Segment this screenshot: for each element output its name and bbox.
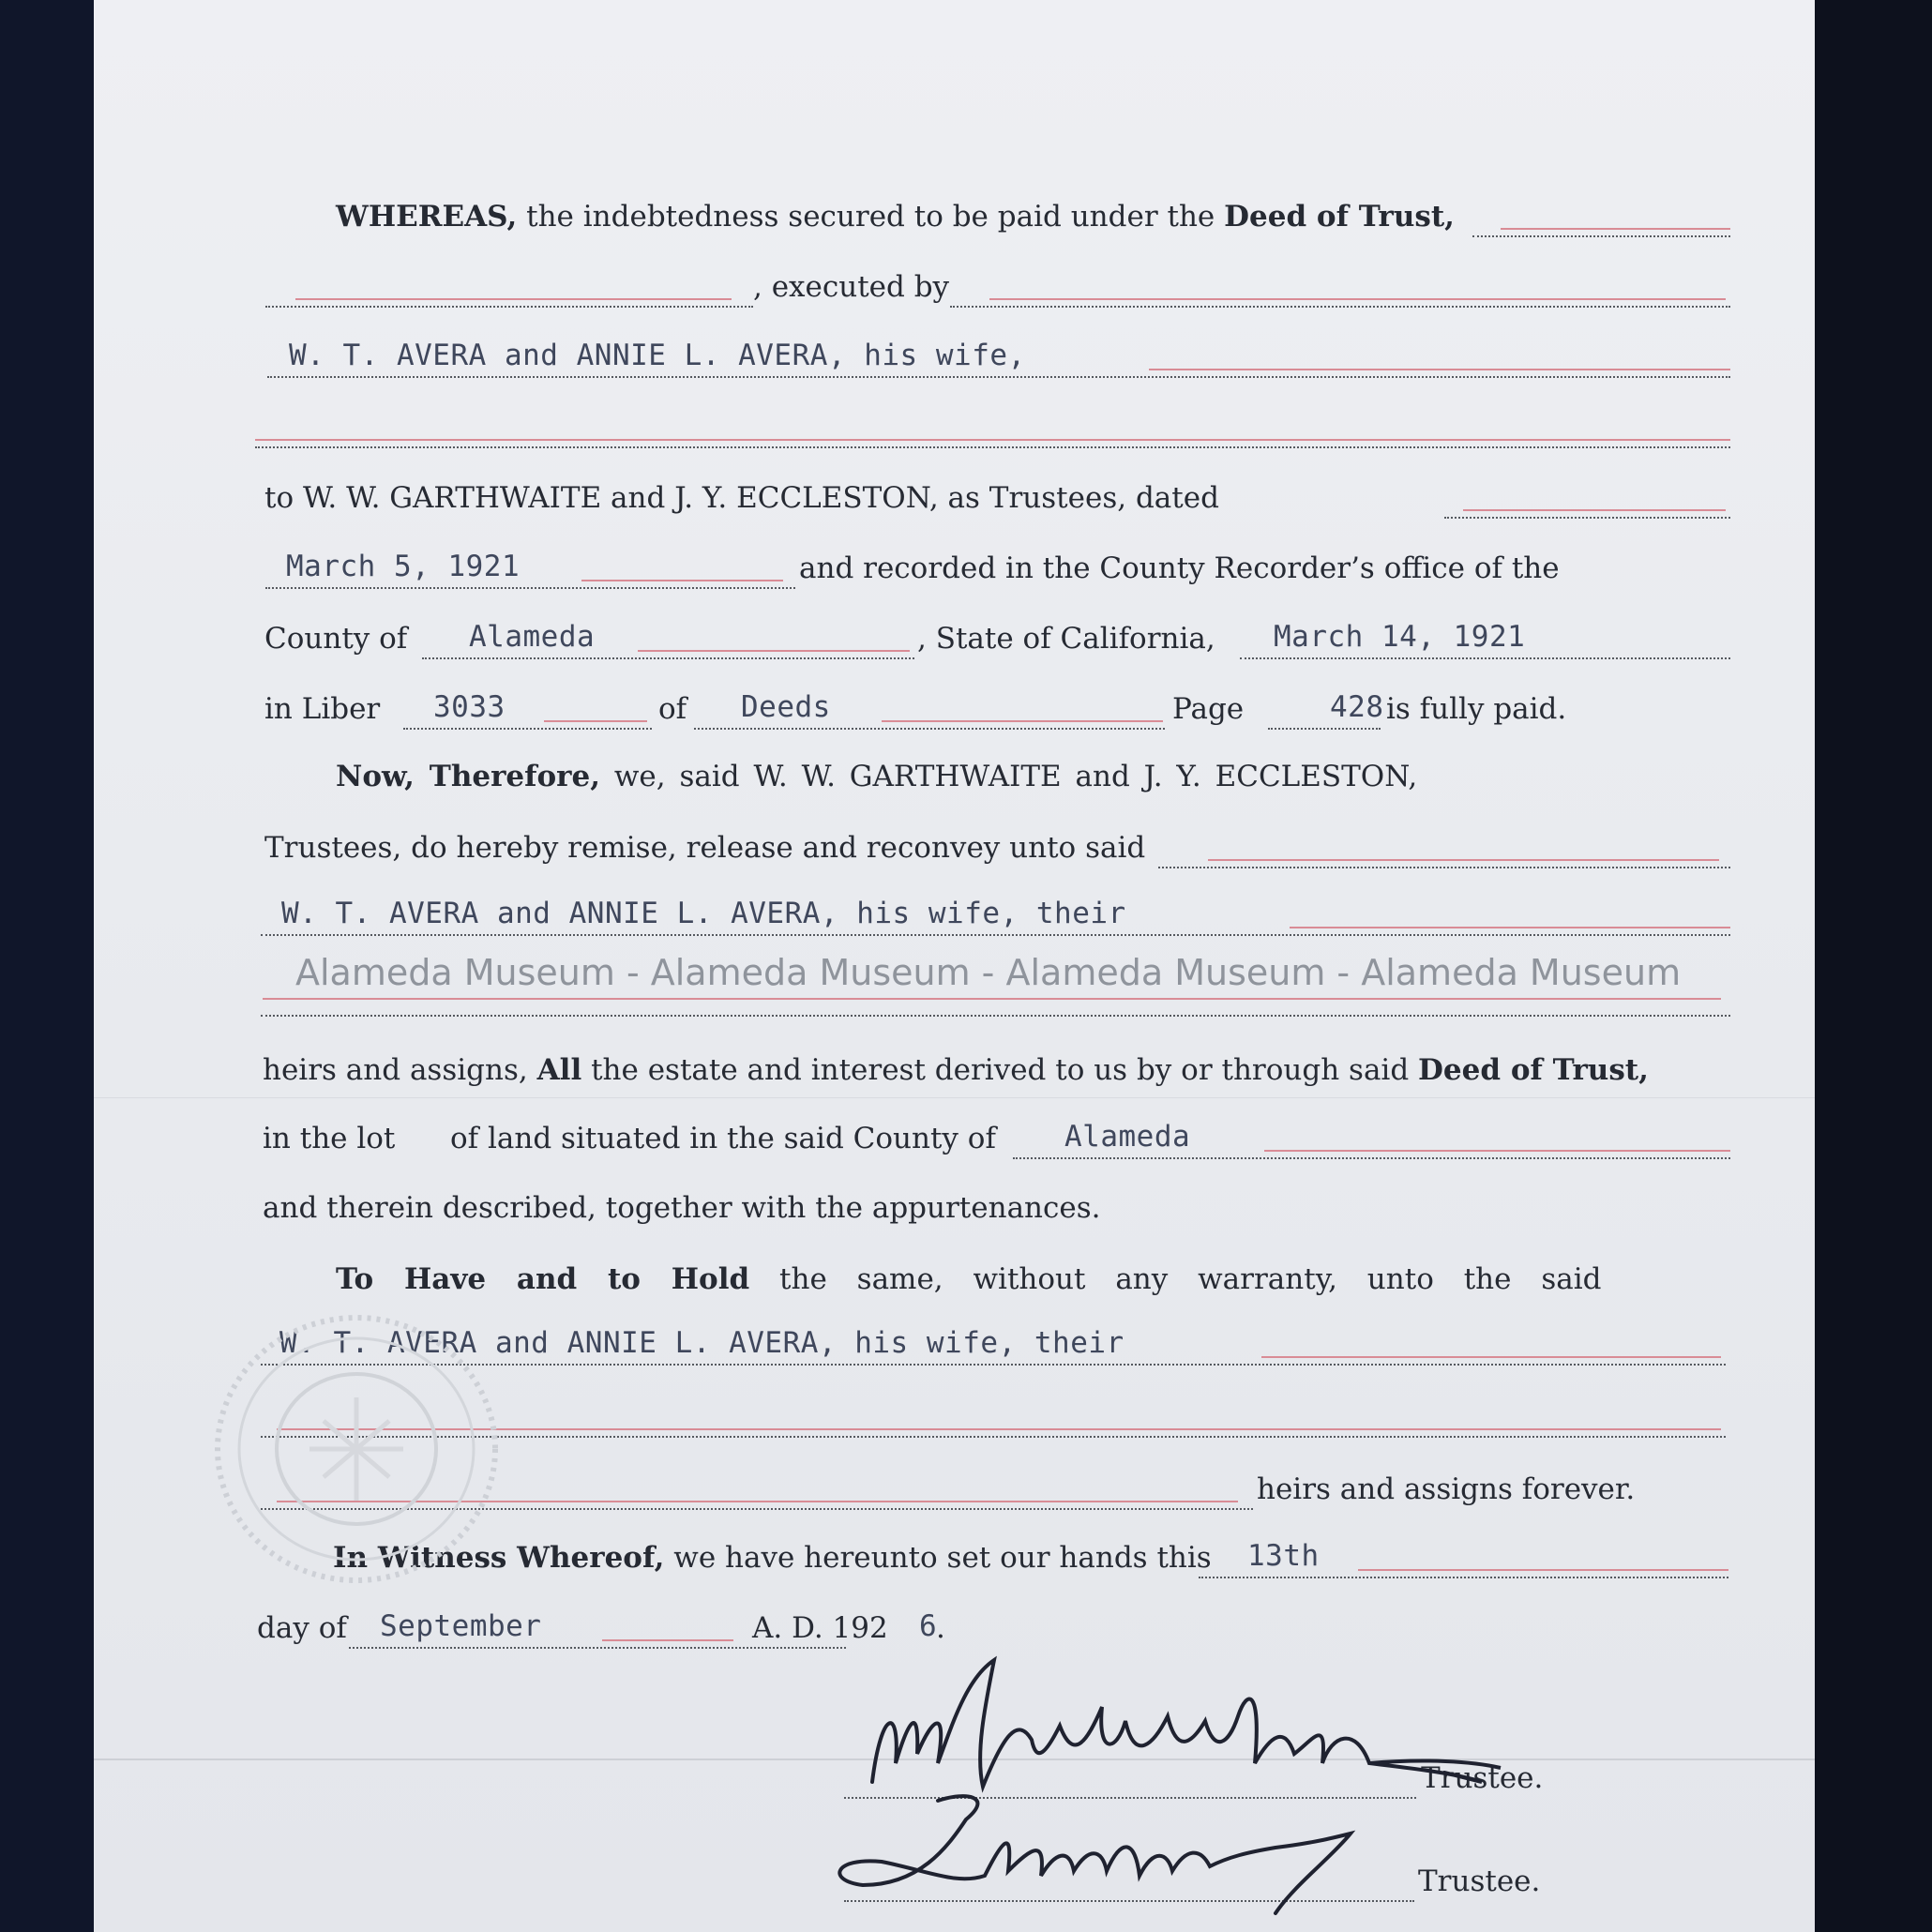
described-text: and therein described, together with the appurtenances. [263, 1191, 1101, 1225]
of-label: of [658, 692, 687, 726]
blank-lot-county [1013, 1157, 1730, 1159]
reconvey-line [94, 833, 1815, 870]
year-digit: 6 [919, 1609, 938, 1643]
red-rule [602, 1639, 733, 1641]
day-of-label: day of [257, 1611, 347, 1645]
heirs-forever-text: heirs and assigns forever. [1257, 1472, 1636, 1506]
heirs-line [94, 1055, 1815, 1093]
day-value: 13th [1247, 1539, 1320, 1573]
trustees-line [94, 483, 1815, 521]
lot-county-value: Alameda [1064, 1120, 1191, 1154]
blank-line-2 [94, 975, 1815, 1013]
to-have-line [94, 1264, 1815, 1302]
county-value: Alameda [469, 620, 596, 654]
blank-grantors [267, 376, 1730, 378]
red-rule [1290, 927, 1730, 928]
garthwaite-signature [844, 1651, 1519, 1801]
blank-reconvey [1158, 867, 1730, 868]
month-value: September [380, 1609, 542, 1643]
blank-field [255, 446, 1730, 448]
red-rule [1463, 509, 1726, 511]
book-value: Deeds [741, 690, 831, 724]
red-rule [1358, 1569, 1728, 1571]
grantees-typed: W. T. AVERA and ANNIE L. AVERA, his wife, their [281, 897, 1126, 930]
grantors-line [94, 339, 1815, 380]
now-therefore-line [94, 762, 1815, 799]
whereas-line [94, 202, 1815, 239]
red-rule [263, 998, 1721, 1000]
blank-deed-ref-cont [265, 306, 753, 308]
red-rule [1264, 1150, 1730, 1152]
liber-value: 3033 [433, 690, 506, 724]
blank-dated [1444, 517, 1730, 519]
now-therefore-text: we, said W. W. GARTHWAITE and J. Y. ECCLESTON, [613, 760, 1418, 793]
liber-line [94, 690, 1815, 732]
page-value: 428 [1330, 690, 1384, 724]
whereas-lead: WHEREAS, [336, 200, 518, 234]
dated-value: March 5, 1921 [286, 550, 521, 583]
page-label: Page [1172, 692, 1245, 726]
blank-line [94, 413, 1815, 450]
blank-recorded-date [1240, 657, 1730, 659]
trustee-label-1: Trustee. [1421, 1761, 1544, 1795]
grantees-line [94, 897, 1815, 938]
recorded-date-value: March 14, 1921 [1274, 620, 1526, 654]
red-rule [1149, 369, 1730, 370]
liber-label: in Liber [264, 692, 381, 726]
deed-of-trust-label: Deed of Trust, [1224, 200, 1455, 234]
lot-post: of land situated in the said County of [450, 1122, 996, 1155]
embossed-notary-seal [197, 1308, 506, 1590]
blank-grantees [261, 934, 1730, 936]
recorded-text: and recorded in the County Recorder’s office of the [799, 551, 1560, 585]
red-rule [1208, 859, 1719, 861]
grantees-typed-2: W. T. AVERA and ANNIE L. AVERA, his wife, their [279, 1326, 1124, 1360]
background-left [0, 0, 94, 1932]
ad-period: . [936, 1611, 945, 1645]
red-rule [638, 650, 910, 652]
ad-text: A. D. 192 [752, 1611, 888, 1645]
grantors-typed: W. T. AVERA and ANNIE L. AVERA, his wife, [289, 339, 1026, 372]
blank-deed-ref [1472, 235, 1730, 237]
blank-page [1268, 728, 1381, 730]
blank-executed-by [950, 306, 1730, 308]
blank-field [261, 1015, 1730, 1017]
state-label: , State of California, [917, 622, 1215, 656]
reconvey-text: Trustees, do hereby remise, release and reconvey unto said [264, 831, 1146, 865]
heirs-pre: heirs and assigns, [263, 1053, 528, 1087]
county-label: County of [264, 622, 408, 656]
fully-paid-text: is fully paid. [1386, 692, 1567, 726]
fold-crease [94, 1097, 1815, 1098]
whereas-text: the indebtedness secured to be paid under the [526, 200, 1215, 234]
red-rule [255, 439, 1730, 441]
blank-dated-value [265, 587, 795, 589]
all-label: All [536, 1053, 582, 1087]
blank-month [349, 1647, 846, 1649]
red-rule [1261, 1356, 1721, 1358]
red-rule [1501, 228, 1730, 230]
recorded-line [94, 550, 1815, 591]
red-rule [989, 298, 1726, 300]
witness-lead: In Witness Whereof, [333, 1541, 665, 1575]
lot-pre: in the lot [263, 1122, 396, 1155]
witness-text: we have hereunto set our hands this [673, 1541, 1212, 1575]
day-of-line [94, 1609, 1815, 1651]
blank-county [422, 657, 914, 659]
background-right [1815, 0, 1932, 1932]
deed-reconveyance-page [94, 0, 1815, 1932]
blank-liber [403, 728, 652, 730]
heirs-mid: the estate and interest derived to us by or through said [591, 1053, 1410, 1087]
trustees-dated-text: to W. W. GARTHWAITE and J. Y. ECCLESTON, as Trustees, dated [264, 481, 1219, 515]
deed-of-trust-label-2: Deed of Trust, [1418, 1053, 1649, 1087]
red-rule [544, 720, 647, 722]
eccleston-signature [807, 1782, 1482, 1923]
executed-by-line [94, 272, 1815, 309]
to-have-lead: To Have and to Hold [336, 1262, 750, 1296]
trustee-label-2: Trustee. [1418, 1864, 1541, 1898]
blank-day [1199, 1577, 1728, 1578]
blank-book [694, 728, 1165, 730]
red-rule [581, 580, 783, 581]
now-therefore-lead: Now, Therefore, [336, 760, 601, 793]
described-line [94, 1193, 1815, 1230]
county-line [94, 620, 1815, 661]
watermark-text: Alameda Museum - Alameda Museum - Alameda Museum - Alameda Museum [295, 952, 1682, 993]
to-have-text: the same, without any warranty, unto the said [779, 1262, 1602, 1296]
executed-by-label: , executed by [753, 270, 950, 304]
red-rule [295, 298, 732, 300]
lot-line [94, 1120, 1815, 1161]
red-rule [882, 720, 1163, 722]
